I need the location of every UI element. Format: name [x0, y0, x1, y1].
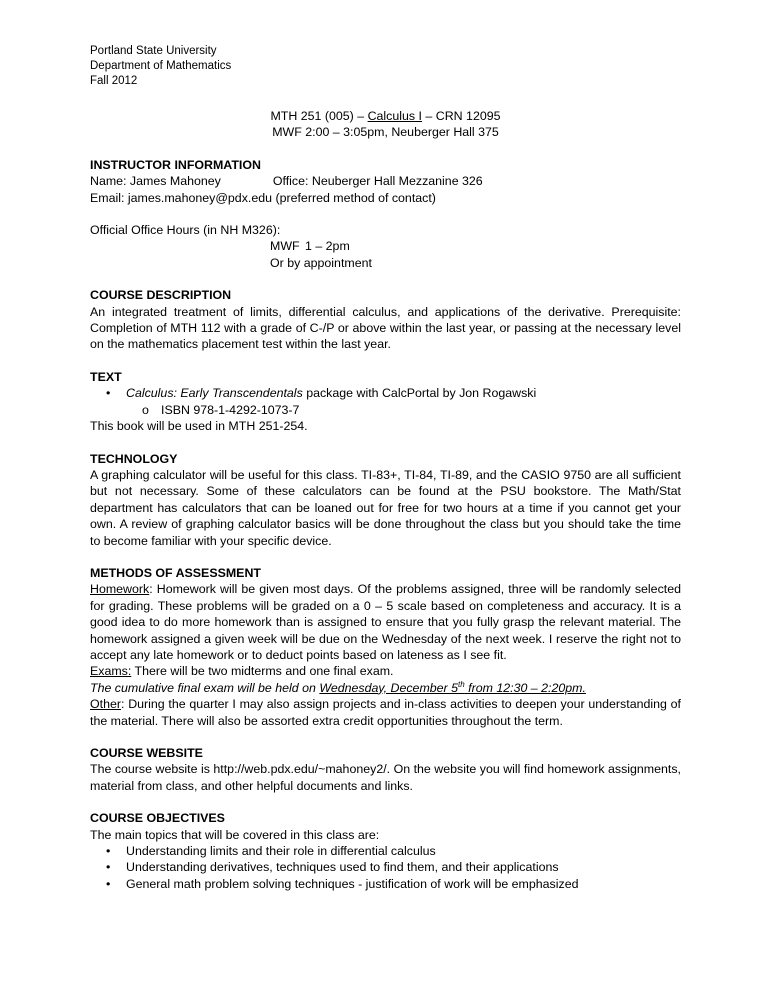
assessment-heading: METHODS OF ASSESSMENT	[90, 565, 261, 580]
objective-item	[90, 859, 681, 875]
textbook-isbn: ISBN 978-1-4292-1073-7	[161, 402, 300, 417]
objective-item	[90, 843, 681, 859]
office-hours-schedule	[270, 238, 681, 271]
technology-body: A graphing calculator will be useful for this class. TI-83+, TI-84, TI-89, and the CASIO 9750 are all sufficient but not necessary. Some of these calculators can be found at the PSU bookstore. The Math/Stat department has calculators that can be loaned out for free for two hours at a time if you cannot get your own. A review of graphing calculator basics will be done throughout the class but you should take the time to become familiar with your specific device.	[90, 467, 681, 548]
text-heading: TEXT	[90, 369, 122, 384]
website-section	[90, 745, 681, 794]
course-title-block	[90, 108, 681, 141]
bullet-icon: •	[106, 860, 111, 875]
description-section	[90, 287, 681, 353]
homework-body: : Homework will be given most days. Of the problems assigned, three will be randomly selected for grading. These problems will be graded on a 0 – 5 scale based on completeness and accuracy. It is a good idea to do more homework than is assigned to ensure that you fully grasp the relevant material. The homework assigned a given week will be due on the Wednesday of the next week. I reserve the right not to accept any late homework or to deduct points based on lateness as I see fit.	[90, 582, 681, 662]
textbook-note: This book will be used in MTH 251-254.	[90, 419, 308, 434]
office-hours-time: 1 – 2pm	[305, 239, 350, 254]
objective-item	[90, 876, 681, 892]
website-body: The course website is http://web.pdx.edu/~mahoney2/. On the website you will find homework assignments, material from class, and other helpful documents and links.	[90, 762, 681, 793]
final-exam-date-suffix: th	[458, 679, 465, 689]
final-exam-time: from 12:30 – 2:20pm.	[464, 680, 586, 695]
bullet-icon: •	[106, 876, 111, 891]
exams-body: There will be two midterms and one final exam.	[131, 664, 394, 679]
objective-text: Understanding derivatives, techniques used to find them, and their applications	[126, 860, 559, 875]
assessment-section	[90, 565, 681, 729]
description-heading: COURSE DESCRIPTION	[90, 288, 232, 303]
final-exam-note	[90, 680, 681, 696]
final-exam-datetime	[319, 681, 586, 695]
course-title-prefix: MTH 251 (005) –	[270, 109, 368, 123]
course-title	[90, 108, 681, 124]
bullet-icon: •	[106, 844, 111, 859]
text-section	[90, 369, 681, 435]
technology-heading: TECHNOLOGY	[90, 451, 178, 466]
course-title-suffix: – CRN 12095	[421, 109, 501, 123]
course-schedule: MWF 2:00 – 3:05pm, Neuberger Hall 375	[272, 125, 499, 140]
textbook-isbn-item	[90, 402, 681, 418]
objectives-intro: The main topics that will be covered in this class are:	[90, 827, 380, 842]
university-name: Portland State University	[90, 45, 217, 57]
textbook-title: Calculus: Early Transcendentals	[126, 386, 303, 401]
instructor-name-office-row	[90, 173, 681, 189]
final-exam-prefix: The cumulative final exam will be held on	[90, 680, 320, 695]
document-header	[90, 44, 231, 89]
office-hours-label: Official Office Hours (in NH M326):	[90, 223, 281, 238]
objectives-heading: COURSE OBJECTIVES	[90, 811, 225, 826]
textbook-package: package with CalcPortal by Jon Rogawski	[302, 386, 537, 401]
office-hours-alt: Or by appointment	[270, 255, 372, 270]
bullet-icon: •	[106, 386, 111, 401]
exams-paragraph	[90, 663, 681, 679]
textbook-item	[90, 385, 681, 401]
other-label: Other	[90, 697, 121, 712]
description-body: An integrated treatment of limits, differential calculus, and applications of the derivative. Prerequisite: Completion of MTH 112 with a grade of C-/P or above within the last year, or passing at the necessary level on the mathematics placement test within the last year.	[90, 304, 681, 352]
objectives-section	[90, 810, 681, 892]
syllabus-content	[90, 108, 681, 908]
office-hours-row	[270, 238, 681, 254]
instructor-name: Name: James Mahoney	[90, 174, 221, 189]
textbook-list	[90, 385, 681, 401]
technology-section	[90, 451, 681, 549]
instructor-heading: INSTRUCTOR INFORMATION	[90, 157, 261, 172]
office-hours-section	[90, 222, 681, 271]
other-body: : During the quarter I may also assign projects and in-class activities to deepen your understanding of the material. There will also be assorted extra credit opportunities throughout the term.	[90, 697, 681, 728]
final-exam-date: Wednesday, December 5	[319, 680, 459, 695]
course-title-name: Calculus I	[367, 109, 422, 123]
objective-text: General math problem solving techniques - justification of work will be emphasized	[126, 876, 579, 891]
office-hours-days: MWF	[270, 239, 300, 254]
website-heading: COURSE WEBSITE	[90, 746, 203, 760]
sub-bullet-icon: o	[142, 402, 149, 417]
homework-paragraph	[90, 581, 681, 663]
objective-text: Understanding limits and their role in differential calculus	[126, 844, 436, 859]
other-paragraph	[90, 696, 681, 729]
objectives-list	[90, 843, 681, 892]
department-name: Department of Mathematics	[90, 60, 232, 72]
homework-label: Homework	[90, 582, 150, 597]
instructor-section	[90, 157, 681, 206]
exams-label: Exams:	[90, 664, 132, 679]
instructor-email: Email: james.mahoney@pdx.edu (preferred method of contact)	[90, 190, 436, 205]
term-label: Fall 2012	[90, 75, 138, 87]
instructor-office: Office: Neuberger Hall Mezzanine 326	[272, 174, 483, 189]
